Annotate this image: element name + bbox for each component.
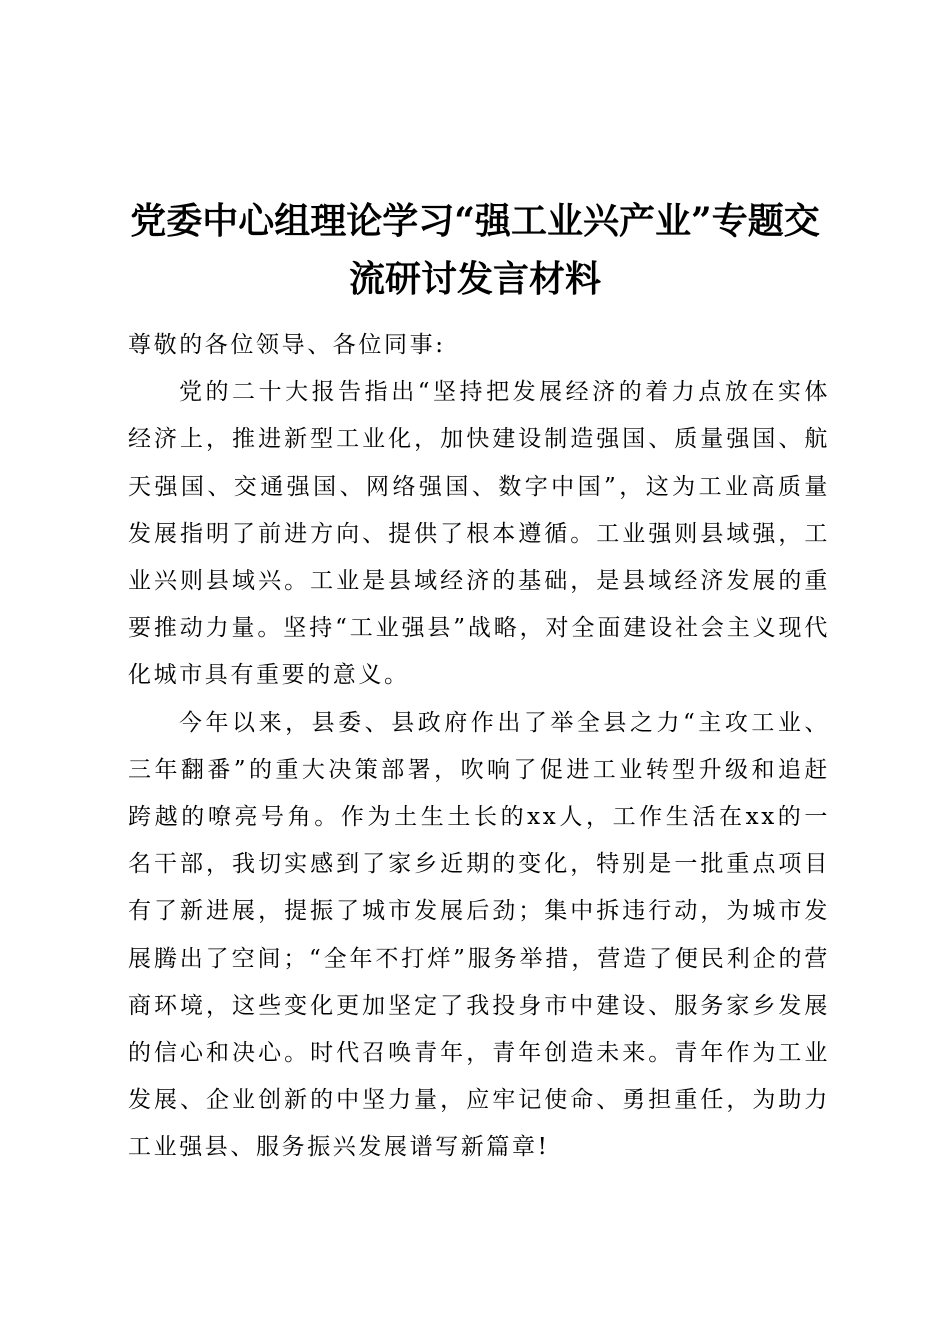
paragraph-2: 今年以来，县委、县政府作出了举全县之力“主攻工业、三年翻番”的重大决策部署，吹响了促进工业转型升级和追赶跨越的嘹亮号角。作为土生土长的xx人，工作生活在xx的一名干部，我切实感到了家乡近期的变化，特别是一批重点项目有了新进展，提振了城市发展后劲；集中拆违行动，为城市发展腾出了空间；“全年不打烊”服务举措，营造了便民利企的营商环境，这些变化更加坚定了我投身市中建设、服务家乡发展的信心和决心。时代召唤青年，青年创造未来。青年作为工业发展、企业创新的中坚力量，应牢记使命、勇担重任，为助力工业强县、服务振兴发展谱写新篇章!	[128, 709, 830, 1161]
document-title: 党委中心组理论学习“强工业兴产业”专题交流研讨发言材料	[130, 200, 820, 300]
paragraph-1: 党的二十大报告指出“坚持把发展经济的着力点放在实体经济上，推进新型工业化，加快建设制造强国、质量强国、航天强国、交通强国、网络强国、数字中国”，这为工业高质量发展指明了前进方向、提供了根本遵循。工业强则县域强，工业兴则县域兴。工业是县域经济的基础，是县域经济发展的重要推动力量。坚持“工业强县”战略，对全面建设社会主义现代化城市具有重要的意义。	[128, 379, 830, 689]
document-body	[128, 322, 830, 1172]
salutation: 尊敬的各位领导、各位同事:	[128, 332, 446, 358]
